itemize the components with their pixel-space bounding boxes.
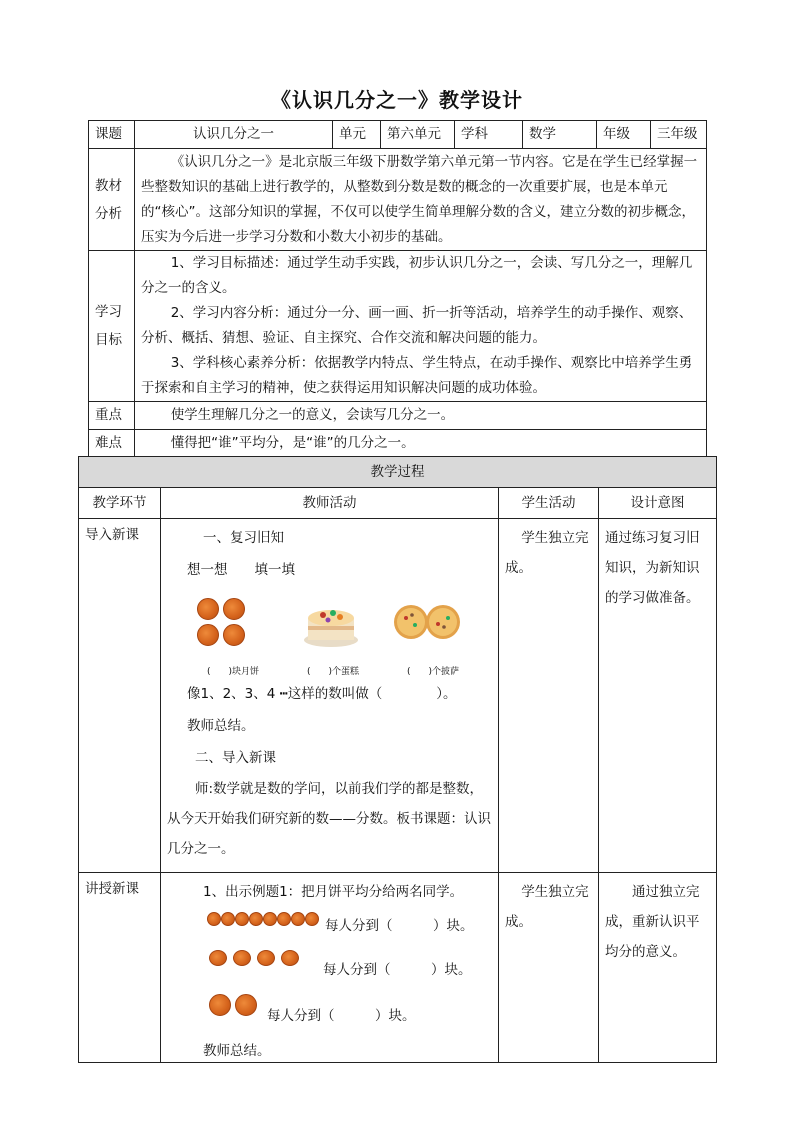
unit-value: 第六单元	[381, 121, 455, 149]
mooncake-caption: ( )块月饼	[207, 667, 260, 677]
intro-teacher: 一、复习旧知 想一想 填一填 ( )块月饼 ( )个蛋糕 ( )个披萨 像1、2、3、4 ┅这样的数叫做（ ）。 教师总结。 二、导入新课 师:数学就是数的学问，以前我们学的都是整数，从今天开始我们研究新的数——分数。板书课题：认识几分之一。	[161, 519, 499, 873]
goals-text: 1、学习目标描述：通过学生动手实践，初步认识几分之一，会读、写几分之一，理解几分之一的含义。 2、学习内容分析：通过分一分、画一画、折一折等活动，培养学生的动手操作、观察、分析、概括、猜想、验证、自主探究、合作交流和解决问题的能力。 3、学科核心素养分析：依据教学内特点、学生特点，在动手操作、观察比中培养学生勇于探索和自主学习的精神，使之获得运用知识解决问题的成功体验。	[135, 251, 707, 402]
mooncake-row-4	[209, 950, 299, 975]
cake-caption: ( )个蛋糕	[307, 667, 360, 677]
review-pictures	[167, 586, 492, 678]
answer-line-1: 每人分到（ ）块。	[325, 918, 474, 934]
subject-label: 学科	[455, 121, 523, 149]
mooncake-row-2	[209, 994, 257, 1025]
mooncake-icon	[223, 598, 245, 620]
unit-label: 单元	[333, 121, 381, 149]
pizza-caption: ( )个披萨	[407, 667, 460, 677]
difficulty-text: 懂得把“谁”平均分，是“谁”的几分之一。	[135, 430, 707, 458]
lecture-teacher: 1、出示例题1：把月饼平均分给两名同学。 每人分到（ ）块。 每人分到（ ）块。 每人分到（ ）块。 教师总结。	[161, 873, 499, 1063]
mooncake-icon	[197, 598, 219, 620]
document-title: 《认识几分之一》教学设计	[271, 88, 523, 112]
header-teacher: 教师活动	[161, 488, 499, 519]
intro-stage: 导入新课	[79, 519, 161, 873]
intro-student: 学生独立完成。	[499, 519, 599, 873]
analysis-text: 《认识几分之一》是北京版三年级下册数学第六单元第一节内容。它是在学生已经掌握一些整数知识的基础上进行教学的，从整数到分数是数的概念的一次重要扩展，也是本单元的“核心”。这部分知识的掌握，不仅可以使学生简单理解分数的含义，建立分数的初步概念，压实为今后进一步学习分数和小数大小初步的基础。	[135, 149, 707, 251]
answer-line-3: 每人分到（ ）块。	[267, 1008, 416, 1024]
info-table	[88, 120, 707, 458]
mooncake-row-8	[207, 910, 319, 935]
answer-line-2: 每人分到（ ）块。	[323, 962, 472, 978]
mooncake-icon	[197, 624, 219, 646]
key-point-text: 使学生理解几分之一的意义，会读写几分之一。	[135, 402, 707, 430]
topic-label: 课题	[89, 121, 135, 149]
pizza-icon	[393, 604, 463, 640]
subject-value: 数学	[523, 121, 597, 149]
lecture-student: 学生独立完成。	[499, 873, 599, 1063]
lecture-stage: 讲授新课	[79, 873, 161, 1063]
topic-value: 认识几分之一	[135, 121, 333, 149]
header-stage: 教学环节	[79, 488, 161, 519]
header-intent: 设计意图	[599, 488, 717, 519]
cake-icon	[303, 600, 359, 648]
key-point-label: 重点	[89, 402, 135, 430]
intro-intent: 通过练习复习旧知识，为新知识的学习做准备。	[599, 519, 717, 873]
analysis-label: 教材 分析	[89, 149, 135, 251]
goals-label: 学习 目标	[89, 251, 135, 402]
grade-value: 三年级	[651, 121, 707, 149]
process-table	[78, 456, 717, 1063]
mooncake-icon	[223, 624, 245, 646]
process-title: 教学过程	[79, 457, 717, 488]
header-student: 学生活动	[499, 488, 599, 519]
lecture-intent: 通过独立完成，重新认识平均分的意义。	[599, 873, 717, 1063]
difficulty-label: 难点	[89, 430, 135, 458]
grade-label: 年级	[597, 121, 651, 149]
